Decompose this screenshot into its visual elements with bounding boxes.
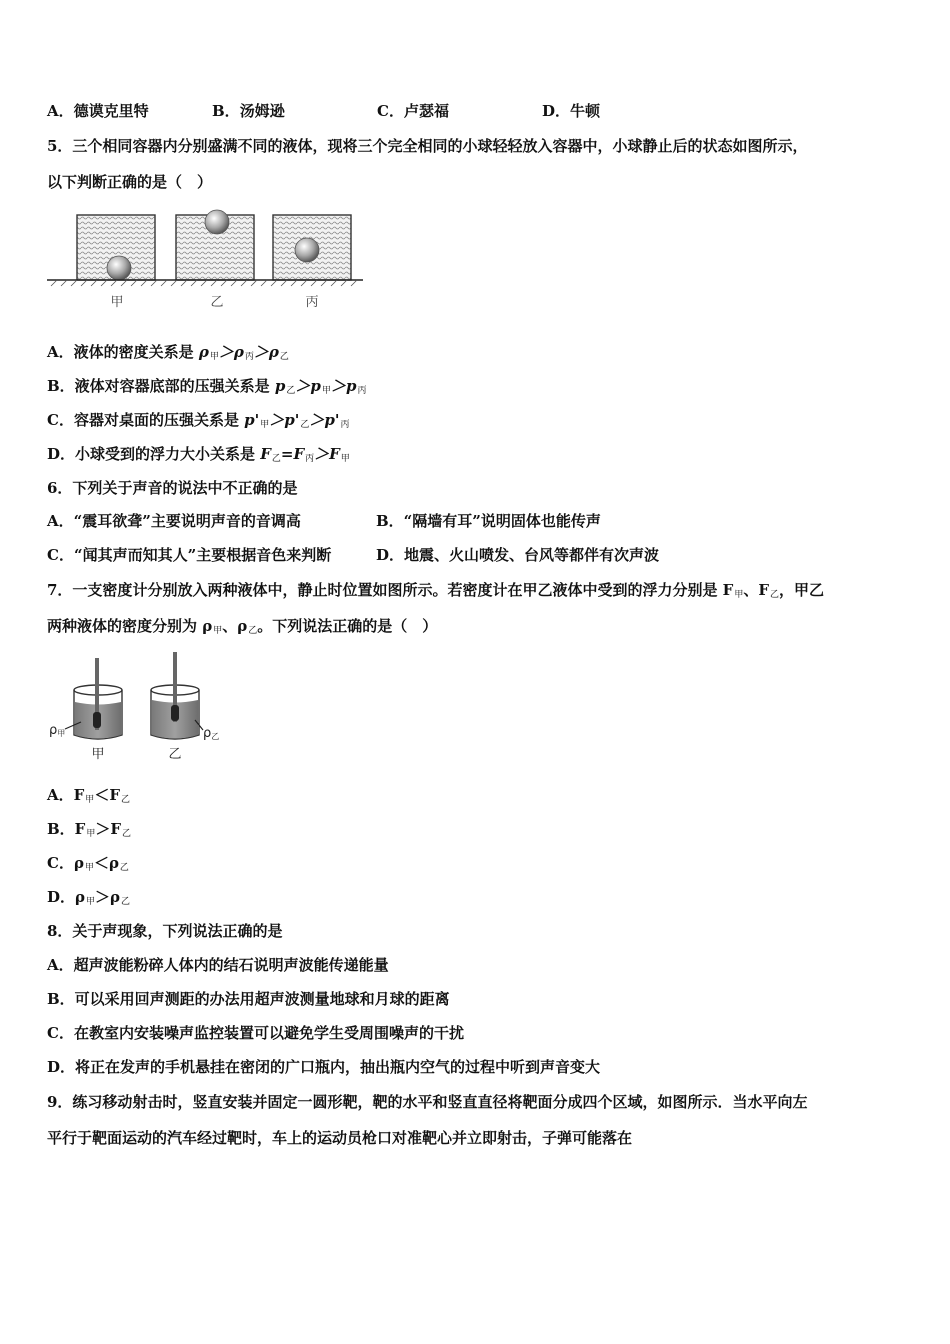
ball-yi: [205, 210, 229, 234]
q9-stem-line1: 9．练习移动射击时，竖直安装并固定一圆形靶，靶的水平和竖直直径将靶面分成四个区域，如图所示．当水平向左: [47, 1093, 808, 1111]
ball-bing: [295, 238, 319, 262]
q5-stem-line2: 以下判断正确的是（ ）: [47, 173, 213, 191]
ball-jia: [107, 256, 131, 280]
q6-option-a: A．“震耳欲聋”主要说明声音的音调高: [47, 512, 301, 530]
beaker-jia: [74, 658, 122, 739]
q5-option-b: B．液体对容器底部的压强关系是 $p_乙>p_甲>p_丙$: [47, 377, 367, 396]
q8-stem: 8．关于声现象，下列说法正确的是: [47, 922, 283, 940]
label-yi: 乙: [168, 747, 182, 762]
rho-yi-label: ρ乙: [203, 726, 220, 741]
q7-option-d: D．$\rho_甲>\rho_乙$: [47, 888, 130, 907]
q8-option-a: A．超声波能粉碎人体内的结石说明声波能传递能量: [47, 956, 389, 974]
q5-figure-containers: [45, 205, 365, 319]
q5-option-c: C．容器对桌面的压强关系是 $p'_甲>p'_乙>p'_丙$: [47, 411, 350, 430]
q7-stem-line1: 7．一支密度计分别放入两种液体中，静止时位置如图所示。若密度计在甲乙液体中受到的浮力分别是 $F_甲$、$F_乙$，甲乙: [47, 581, 825, 600]
q6-stem: 6．下列关于声音的说法中不正确的是: [47, 479, 298, 497]
label-jia: 甲: [91, 747, 105, 762]
q6-option-b: B．“隔墙有耳”说明固体也能传声: [376, 512, 601, 530]
q4-option-d: D．牛顿: [542, 102, 601, 120]
q7-figure-hydrometer: [45, 650, 235, 769]
q7-option-a: A．$F_甲<F_乙$: [47, 786, 130, 805]
q8-option-b: B．可以采用回声测距的办法用超声波测量地球和月球的距离: [47, 990, 450, 1008]
q9-stem-line2: 平行于靶面运动的汽车经过靶时，车上的运动员枪口对准靶心并立即射击，子弹可能落在: [47, 1129, 633, 1147]
q8-option-d: D．将正在发声的手机悬挂在密闭的广口瓶内，抽出瓶内空气的过程中听到声音变大: [47, 1058, 601, 1076]
q8-option-c: C．在教室内安装噪声监控装置可以避免学生受周围噪声的干扰: [47, 1024, 464, 1042]
beaker-yi: [151, 652, 199, 739]
q7-stem-line2: 两种液体的密度分别为 $\rho_甲$、$\rho_乙$。下列说法正确的是（ ）: [47, 617, 438, 636]
q7-option-b: B．$F_甲>F_乙$: [47, 820, 132, 839]
rho-jia-label: ρ甲: [49, 723, 66, 738]
q4-option-c: C．卢瑟福: [377, 102, 449, 120]
q4-option-b: B．汤姆逊: [212, 102, 285, 120]
q4-option-a: A．德谟克里特: [47, 102, 149, 120]
q5-option-a: A．液体的密度关系是 $\rho_甲>\rho_丙>\rho_乙$: [47, 343, 289, 362]
q6-option-c: C．“闻其声而知其人”主要根据音色来判断: [47, 546, 332, 564]
label-bing: 丙: [305, 295, 319, 310]
label-jia: 甲: [110, 295, 124, 310]
label-yi: 乙: [210, 295, 224, 310]
q7-option-c: C．$\rho_甲<\rho_乙$: [47, 854, 129, 873]
q5-option-d: D．小球受到的浮力大小关系是 $F_乙=F_丙>F_甲$: [47, 445, 350, 464]
q5-stem-line1: 5．三个相同容器内分别盛满不同的液体，现将三个完全相同的小球轻轻放入容器中，小球静止后的状态如图所示，: [47, 137, 808, 155]
q6-option-d: D．地震、火山喷发、台风等都伴有次声波: [376, 546, 660, 564]
